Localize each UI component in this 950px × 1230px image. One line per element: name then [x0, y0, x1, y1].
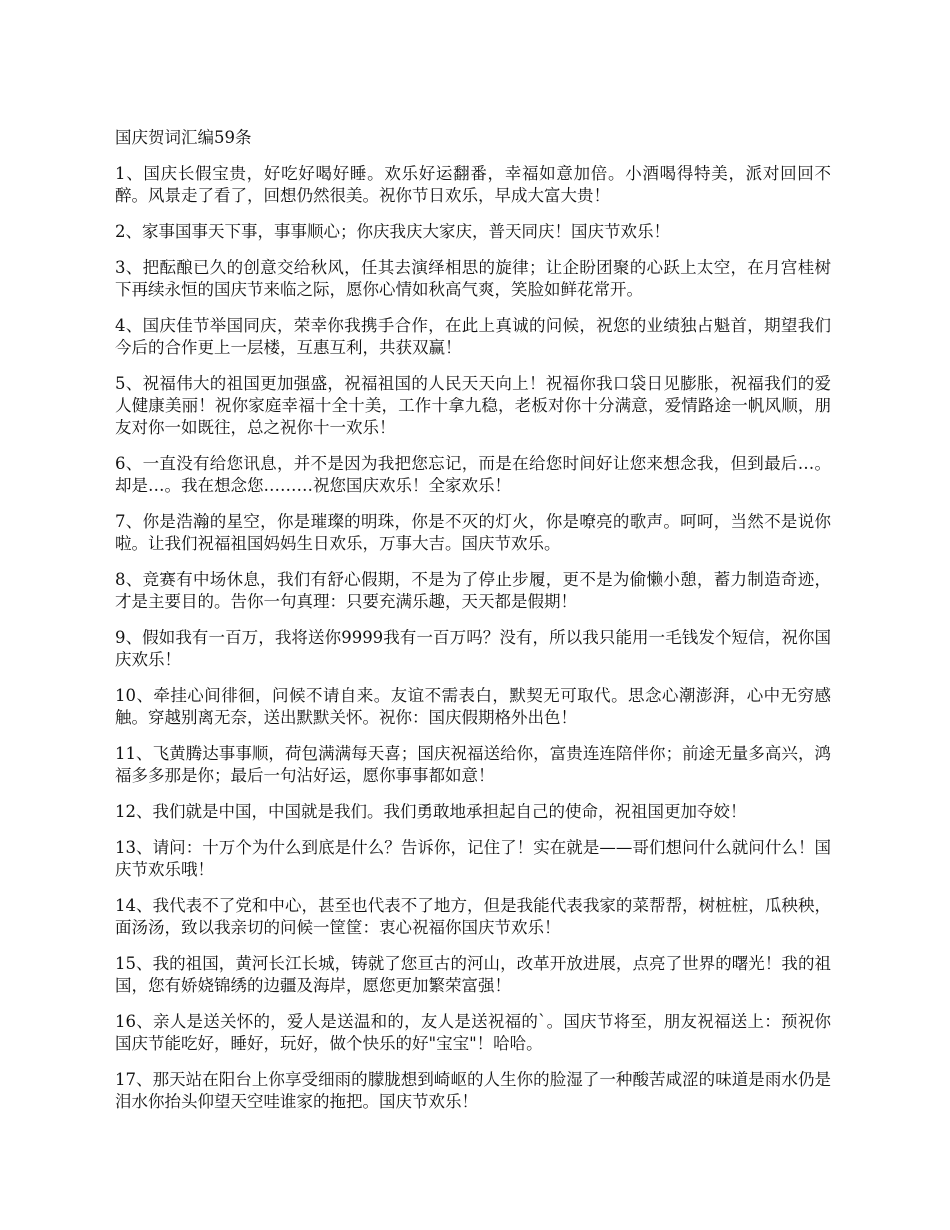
paragraph: 15、我的祖国，黄河长江长城，铸就了您亘古的河山，改革开放进展，点亮了世界的曙光！我的祖国，您有娇娆锦绣的边疆及海岸，愿您更加繁荣富强！ [115, 954, 831, 995]
paragraph: 14、我代表不了党和中心，甚至也代表不了地方，但是我能代表我家的菜帮帮，树桩桩，瓜秧秧，面汤汤，致以我亲切的问候一筐筐：衷心祝福你国庆节欢乐！ [115, 896, 831, 937]
paragraph: 5、祝福伟大的祖国更加强盛，祝福祖国的人民天天向上！祝福你我口袋日见膨胀，祝福我们的爱人健康美丽！祝你家庭幸福十全十美，工作十拿九稳，老板对你十分满意，爱情路途一帆风顺，朋友对你一如既往，总之祝你十一欢乐！ [115, 374, 831, 437]
paragraph: 10、牵挂心间徘徊，问候不请自来。友谊不需表白，默契无可取代。思念心潮澎湃，心中无穷感触。穿越别离无奈，送出默默关怀。祝你：国庆假期格外出色！ [115, 686, 831, 727]
paragraph: 17、那天站在阳台上你享受细雨的朦胧想到崎岖的人生你的脸湿了一种酸苦咸涩的味道是雨水仍是泪水你抬头仰望天空哇谁家的拖把。国庆节欢乐！ [115, 1070, 831, 1111]
paragraph-list [115, 163, 831, 1113]
paragraph: 4、国庆佳节举国同庆，荣幸你我携手合作，在此上真诚的问候，祝您的业绩独占魁首，期望我们今后的合作更上一层楼，互惠互利，共获双赢！ [115, 316, 831, 357]
paragraph: 9、假如我有一百万，我将送你9999我有一百万吗？没有，所以我只能用一毛钱发个短信，祝你国庆欢乐！ [115, 628, 831, 669]
paragraph: 16、亲人是送关怀的，爱人是送温和的，友人是送祝福的`。国庆节将至，朋友祝福送上：预祝你国庆节能吃好，睡好，玩好，做个快乐的好"宝宝"！哈哈。 [115, 1012, 831, 1053]
paragraph: 3、把酝酿已久的创意交给秋风，任其去演绎相思的旋律；让企盼团聚的心跃上太空，在月宫桂树下再续永恒的国庆节来临之际，愿你心情如秋高气爽，笑脸如鲜花常开。 [115, 258, 831, 299]
paragraph: 1、国庆长假宝贵，好吃好喝好睡。欢乐好运翻番，幸福如意加倍。小酒喝得特美，派对回回不醉。风景走了看了，回想仍然很美。祝你节日欢乐，早成大富大贵！ [115, 164, 831, 205]
document-page [115, 127, 831, 1127]
paragraph: 7、你是浩瀚的星空，你是璀璨的明珠，你是不灭的灯火，你是嘹亮的歌声。呵呵，当然不是说你啦。让我们祝福祖国妈妈生日欢乐，万事大吉。国庆节欢乐。 [115, 512, 831, 553]
paragraph: 11、飞黄腾达事事顺，荷包满满每天喜；国庆祝福送给你，富贵连连陪伴你；前途无量多高兴，鸿福多多那是你；最后一句沾好运，愿你事事都如意！ [115, 744, 831, 785]
document-title: 国庆贺词汇编59条 [115, 128, 252, 147]
paragraph: 13、请问：十万个为什么到底是什么？告诉你，记住了！实在就是——哥们想问什么就问什么！国庆节欢乐哦！ [115, 838, 831, 879]
paragraph: 8、竞赛有中场休息，我们有舒心假期，不是为了停止步履，更不是为偷懒小憩，蓄力制造奇迹，才是主要目的。告你一句真理：只要充满乐趣，天天都是假期！ [115, 570, 831, 611]
paragraph: 2、家事国事天下事，事事顺心；你庆我庆大家庆，普天同庆！国庆节欢乐！ [115, 222, 670, 241]
paragraph: 12、我们就是中国，中国就是我们。我们勇敢地承担起自己的使命，祝祖国更加夺姣！ [115, 802, 747, 821]
paragraph: 6、一直没有给您讯息，并不是因为我把您忘记，而是在给您时间好让您来想念我，但到最后…。却是…。我在想念您………祝您国庆欢乐！全家欢乐！ [115, 454, 831, 495]
